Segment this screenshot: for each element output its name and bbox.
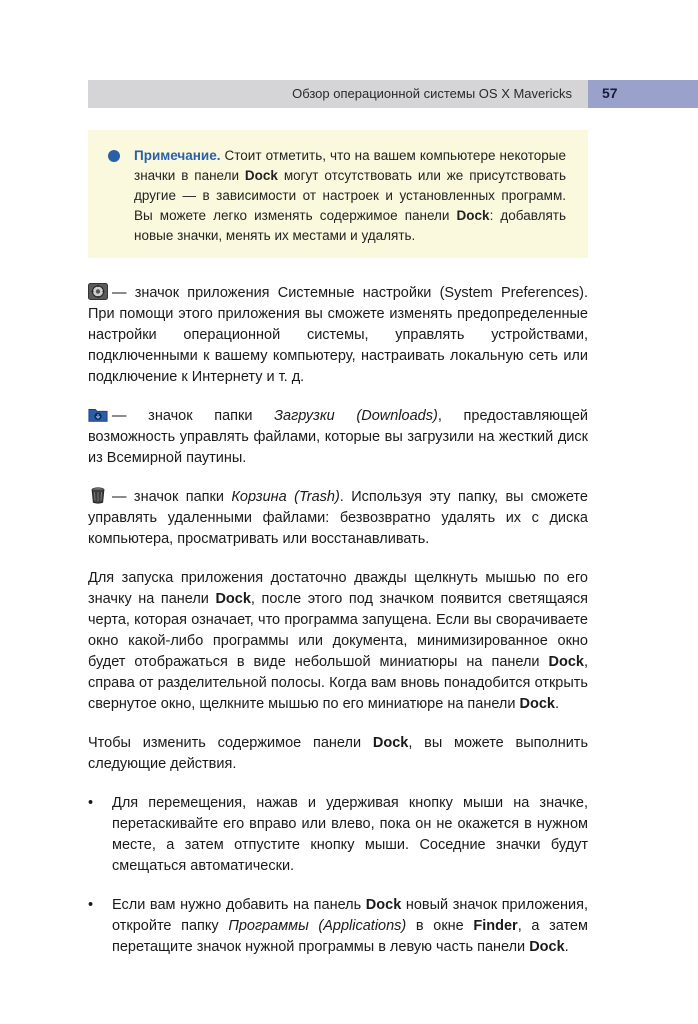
dock-term: Dock <box>372 735 409 751</box>
page-number-tab <box>588 80 698 108</box>
dock-term: Dock <box>365 897 402 913</box>
dock-term: Dock <box>519 696 555 712</box>
list-item-text: в окне <box>406 918 474 934</box>
main-content <box>88 283 588 976</box>
list-item-text: Для перемещения, нажав и удерживая кнопку мыши на значке, перетаскивайте его вправо или влево, пока он не окажется в нужном месте, а затем отпустите кнопку мыши. Соседние значки будут смещаться автоматически. <box>112 795 588 874</box>
bullet-list <box>88 793 588 958</box>
paragraph-trash <box>88 487 588 550</box>
paragraph-text: — значок папки <box>112 408 275 424</box>
finder-term: Finder <box>473 918 518 934</box>
dock-term: Dock <box>215 591 251 607</box>
note-text-part: могут отсутствовать или же присутствовать другие — в зависимости от настроек и установленных программ. Вы можете легко изменять содержимое панели <box>134 168 566 223</box>
list-item-text: новый значок приложения, откройте папку <box>112 897 588 934</box>
note-dock-term: Dock <box>456 208 490 223</box>
note-bullet-icon <box>108 150 120 162</box>
running-header <box>88 80 588 108</box>
dock-term: Dock <box>548 654 584 670</box>
note-box <box>88 130 588 258</box>
system-preferences-icon <box>88 283 108 300</box>
bullet-symbol: • <box>88 897 94 913</box>
note-text-part: Стоит отметить, что на вашем компьютере некоторые значки в панели <box>134 148 566 183</box>
dock-term: Dock <box>529 939 565 955</box>
page-number: 57 <box>602 85 618 101</box>
paragraph-text: . Используя эту папку, вы сможете управлять удаленными файлами: безвозвратно удалять их с диска компьютера, просматривать или восстанавливать. <box>88 489 588 547</box>
paragraph-text: — значок папки <box>112 489 232 505</box>
trash-icon <box>88 487 108 504</box>
paragraph-text: . <box>555 696 560 712</box>
paragraph-system-preferences <box>88 283 588 388</box>
note-label: Примечание. <box>134 148 221 163</box>
paragraph-downloads <box>88 406 588 469</box>
list-item-text: . <box>564 939 569 955</box>
note-text <box>134 146 566 246</box>
list-item-text: Если вам нужно добавить на панель <box>112 897 366 913</box>
note-dock-term: Dock <box>244 168 278 183</box>
paragraph-text: , вы можете выполнить следующие действия. <box>88 735 589 772</box>
list-item-text: , а затем перетащите значок нужной программы в левую часть панели <box>112 918 588 955</box>
paragraph-text: , справа от разделительной полосы. Когда вам вновь понадобится открыть свернутое окно, щелкните мышью по его миниатюре на панели <box>88 654 588 712</box>
header-title: Обзор операционной системы OS X Mavericks <box>292 86 572 101</box>
downloads-folder-icon <box>88 406 108 423</box>
paragraph-change-dock <box>88 733 588 775</box>
paragraph-text: Чтобы изменить содержимое панели <box>88 735 373 751</box>
paragraph-text: — значок приложения Системные настройки (System Preferences). При помощи этого приложения вы сможете изменять предопределенные настройки операционной системы, управлять устройствами, подключенными к вашему компьютеру, настраивать локальную сеть или подключение к Интернету и т. д. <box>88 285 588 385</box>
downloads-folder-name: Загрузки (Downloads) <box>274 408 438 424</box>
paragraph-text: , после этого под значком появится светящаяся черта, которая означает, что программа запущена. Если вы сворачиваете окно какой-либо программы или документа, минимизированное окно будет отображаться в виде небольшой миниатюры на панели <box>88 591 588 670</box>
list-item <box>88 895 588 958</box>
bullet-symbol: • <box>88 795 94 811</box>
note-text-part: : добавлять новые значки, менять их местами и удалять. <box>134 208 566 243</box>
applications-folder-name: Программы (Applications) <box>228 918 407 934</box>
paragraph-text: , предоставляющей возможность управлять файлами, которые вы загрузили на жесткий диск из Всемирной паутины. <box>88 408 588 466</box>
trash-folder-name: Корзина (Trash) <box>231 489 340 505</box>
list-item <box>88 793 588 877</box>
paragraph-text: Для запуска приложения достаточно дважды щелкнуть мышью по его значку на панели <box>88 570 588 607</box>
paragraph-launch <box>88 568 588 715</box>
